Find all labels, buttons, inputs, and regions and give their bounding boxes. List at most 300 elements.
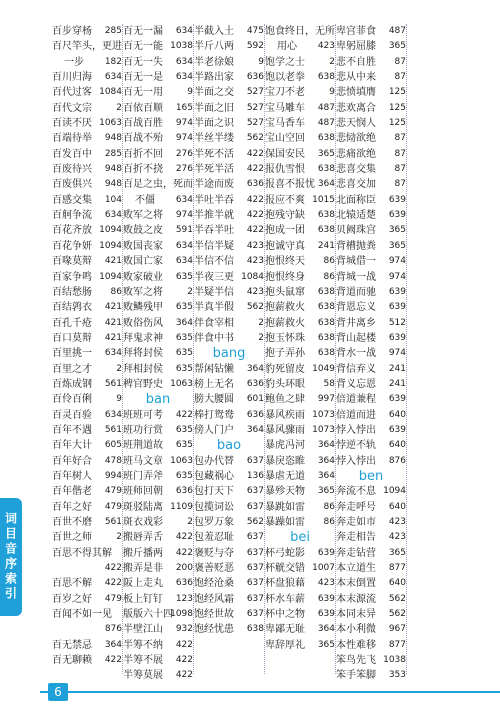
index-entry[interactable] <box>265 270 335 285</box>
index-entry[interactable] <box>52 438 122 453</box>
index-entry[interactable] <box>194 484 264 499</box>
index-entry[interactable] <box>194 362 264 377</box>
index-entry[interactable] <box>123 638 193 653</box>
index-entry[interactable] <box>336 208 406 223</box>
index-entry[interactable] <box>123 101 193 116</box>
index-entry[interactable] <box>265 316 335 331</box>
index-entry[interactable] <box>123 300 193 315</box>
pinyin-section-header: ban <box>145 392 171 408</box>
entry-page-number: 2 <box>329 56 335 67</box>
entry-page-number: 634 <box>175 240 193 251</box>
index-entry[interactable] <box>123 254 193 269</box>
index-entry[interactable] <box>123 438 193 453</box>
entry-page-number: 877 <box>388 639 406 650</box>
index-entry[interactable] <box>336 423 406 438</box>
index-entry[interactable] <box>265 147 335 162</box>
entry-page-number: 635 <box>175 332 193 343</box>
index-entry[interactable] <box>194 270 264 285</box>
index-entry[interactable] <box>265 239 335 254</box>
index-entry[interactable] <box>265 362 335 377</box>
entry-term: 卑宫菲食 <box>336 26 376 37</box>
index-entry[interactable] <box>336 193 406 208</box>
index-entry[interactable] <box>123 607 193 622</box>
entry-page-number: 125 <box>388 118 406 129</box>
index-entry[interactable] <box>194 24 264 39</box>
entry-page-number: 637 <box>246 609 264 620</box>
entry-term: 饱经世故 <box>194 609 234 621</box>
index-entry[interactable] <box>194 500 264 515</box>
index-entry[interactable] <box>336 592 406 607</box>
index-entry[interactable] <box>265 576 335 591</box>
entry-page-number: 421 <box>104 317 122 328</box>
index-entry[interactable] <box>336 484 406 499</box>
entry-term: 背恩忘义 <box>336 302 376 314</box>
index-entry[interactable] <box>265 423 335 438</box>
index-entry[interactable] <box>336 223 406 238</box>
index-entry[interactable] <box>336 147 406 162</box>
index-entry[interactable] <box>52 316 122 331</box>
index-entry[interactable] <box>265 131 335 146</box>
index-entry[interactable] <box>194 423 264 438</box>
index-entry[interactable] <box>123 285 193 300</box>
entry-page-number: 974 <box>175 133 193 144</box>
entry-term: 百喙莫辩 <box>52 256 92 268</box>
entry-page-number: 1063 <box>170 455 193 466</box>
entry-page-number: 605 <box>104 440 122 451</box>
index-entry[interactable] <box>52 55 122 70</box>
entry-term: 半斤八两 <box>194 41 234 53</box>
index-entry[interactable] <box>336 316 406 331</box>
index-entry[interactable] <box>52 454 122 469</box>
index-entry[interactable] <box>52 101 122 116</box>
entry-page-number: 1094 <box>99 271 122 282</box>
index-entry[interactable] <box>52 530 122 545</box>
index-entry[interactable] <box>52 653 122 668</box>
index-entry[interactable] <box>194 546 264 561</box>
entry-term: 百折不挠 <box>123 164 163 176</box>
entry-term: 半面之交 <box>194 87 234 99</box>
index-entry[interactable] <box>194 300 264 315</box>
index-entry[interactable] <box>265 484 335 499</box>
index-entry[interactable] <box>52 24 122 39</box>
entry-page-number: 1084 <box>99 87 122 98</box>
index-entry[interactable] <box>194 116 264 131</box>
index-entry[interactable] <box>123 592 193 607</box>
entry-term: 宝山空回 <box>265 133 305 145</box>
index-entry[interactable] <box>265 162 335 177</box>
index-entry[interactable] <box>52 423 122 438</box>
index-entry[interactable] <box>336 285 406 300</box>
entry-term: 背城一战 <box>336 271 376 283</box>
index-entry[interactable] <box>123 270 193 285</box>
index-entry[interactable] <box>123 423 193 438</box>
index-entry[interactable] <box>336 668 406 683</box>
index-entry[interactable] <box>123 131 193 146</box>
index-entry[interactable] <box>123 147 193 162</box>
index-entry[interactable] <box>336 116 406 131</box>
index-entry[interactable] <box>194 285 264 300</box>
index-entry[interactable] <box>265 392 335 407</box>
index-entry[interactable] <box>265 223 335 238</box>
index-entry[interactable] <box>265 346 335 361</box>
index-entry[interactable] <box>123 239 193 254</box>
index-entry[interactable] <box>123 55 193 70</box>
entry-page-number: 635 <box>175 440 193 451</box>
index-entry[interactable] <box>336 546 406 561</box>
index-entry[interactable] <box>194 223 264 238</box>
index-entry[interactable] <box>194 193 264 208</box>
index-entry[interactable] <box>194 85 264 100</box>
entry-page-number: 364 <box>317 179 335 190</box>
index-entry[interactable] <box>52 131 122 146</box>
entry-term: 奔走呼号 <box>336 501 376 513</box>
entry-term: 卑鄙无耻 <box>265 624 305 636</box>
index-entry[interactable] <box>194 392 264 407</box>
index-entry[interactable] <box>123 454 193 469</box>
index-entry[interactable] <box>265 39 335 54</box>
entry-page-number: 365 <box>388 547 406 558</box>
index-entry[interactable] <box>336 500 406 515</box>
entry-page-number: 9 <box>116 394 122 405</box>
index-entry[interactable] <box>265 254 335 269</box>
entry-term: 不僵 <box>135 194 155 206</box>
index-entry[interactable] <box>52 546 122 561</box>
index-entry[interactable] <box>336 55 406 70</box>
entry-term: 半真半假 <box>194 302 234 314</box>
entry-term: 悲从中来 <box>336 72 376 84</box>
index-entry[interactable] <box>123 546 193 561</box>
index-entry[interactable] <box>52 377 122 392</box>
entry-page-number: 2 <box>116 532 122 543</box>
index-entry[interactable] <box>123 316 193 331</box>
index-entry[interactable] <box>123 515 193 530</box>
index-entry[interactable] <box>123 177 193 192</box>
index-entry[interactable] <box>265 116 335 131</box>
entry-page-number: 364 <box>104 639 122 650</box>
index-entry[interactable] <box>336 607 406 622</box>
index-entry[interactable] <box>52 177 122 192</box>
index-entry[interactable] <box>265 377 335 392</box>
entry-page-number: 87 <box>394 72 406 83</box>
index-entry[interactable] <box>194 576 264 591</box>
index-entry[interactable] <box>52 39 122 54</box>
entry-page-number: 423 <box>388 517 406 527</box>
index-entry[interactable] <box>123 484 193 499</box>
index-entry[interactable] <box>123 70 193 85</box>
entry-term: 百年不遇 <box>52 424 92 436</box>
index-entry[interactable] <box>52 607 122 622</box>
entry-page-number: 974 <box>388 256 406 267</box>
index-entry[interactable] <box>123 377 193 392</box>
entry-term: 抱玉怀珠 <box>265 332 305 344</box>
index-entry[interactable] <box>265 101 335 116</box>
index-entry[interactable] <box>123 346 193 361</box>
entry-term: 百年之好 <box>52 501 92 513</box>
entry-term: 包打天下 <box>194 486 234 498</box>
entry-term: 败国亡家 <box>123 256 163 268</box>
entry-page-number: 423 <box>246 286 264 297</box>
index-entry[interactable] <box>52 147 122 162</box>
entry-page-number: 635 <box>175 348 193 359</box>
entry-term: 杯觥交错 <box>265 563 305 575</box>
entry-page-number: 241 <box>388 363 406 374</box>
index-entry[interactable] <box>52 561 122 576</box>
index-entry[interactable] <box>265 55 335 70</box>
index-entry[interactable] <box>52 116 122 131</box>
index-entry[interactable] <box>194 162 264 177</box>
index-entry[interactable] <box>336 576 406 591</box>
index-entry[interactable] <box>123 85 193 100</box>
index-entry[interactable] <box>336 162 406 177</box>
entry-term: 悲愤填膺 <box>336 87 376 99</box>
index-entry[interactable] <box>52 208 122 223</box>
index-entry[interactable] <box>52 622 122 637</box>
index-entry[interactable] <box>123 193 193 208</box>
entry-term: 悲天悯人 <box>336 118 376 130</box>
entry-page-number: 2 <box>187 286 193 297</box>
index-entry[interactable] <box>194 622 264 637</box>
index-entry[interactable] <box>194 55 264 70</box>
entry-page-number: 637 <box>246 547 264 558</box>
entry-term: 褒贬与夺 <box>194 547 234 559</box>
index-entry[interactable] <box>123 668 193 683</box>
entry-term: 报应不爽 <box>265 194 305 206</box>
entry-page-number: 638 <box>317 72 335 83</box>
index-entry[interactable] <box>52 484 122 499</box>
index-entry[interactable] <box>194 254 264 269</box>
index-entry[interactable] <box>336 438 406 453</box>
index-entry[interactable] <box>52 408 122 423</box>
entry-term: 卑躬屈膝 <box>336 41 376 53</box>
index-entry[interactable] <box>265 300 335 315</box>
index-entry[interactable] <box>194 515 264 530</box>
index-entry[interactable] <box>123 162 193 177</box>
entry-page-number: 639 <box>317 609 335 620</box>
entry-page-number: 876 <box>104 624 122 635</box>
index-entry[interactable] <box>123 469 193 484</box>
index-entry[interactable] <box>336 454 406 469</box>
index-entry[interactable] <box>194 147 264 162</box>
index-entry[interactable] <box>52 70 122 85</box>
index-entry[interactable] <box>265 331 335 346</box>
entry-term: 百代过客 <box>52 87 92 99</box>
entry-term: 饱学之士 <box>265 56 305 68</box>
index-entry[interactable] <box>123 653 193 668</box>
index-entry[interactable] <box>123 408 193 423</box>
entry-term: 悲欢离合 <box>336 102 376 114</box>
entry-page-number: 997 <box>317 394 335 405</box>
index-entry[interactable] <box>123 24 193 39</box>
entry-term: 百里挑一 <box>52 348 92 360</box>
entry-term: 半信不信 <box>194 256 234 268</box>
index-entry[interactable] <box>52 576 122 591</box>
index-entry[interactable] <box>265 638 335 653</box>
index-entry[interactable] <box>194 177 264 192</box>
index-entry[interactable] <box>52 392 122 407</box>
index-entry[interactable] <box>194 561 264 576</box>
entry-term: 百灵百验 <box>52 409 92 421</box>
index-entry[interactable] <box>265 454 335 469</box>
entry-term: 北面称臣 <box>336 194 376 206</box>
index-entry[interactable] <box>123 362 193 377</box>
index-column <box>336 24 406 682</box>
index-entry[interactable] <box>265 193 335 208</box>
entry-page-number: 639 <box>388 302 406 313</box>
index-entry[interactable] <box>336 177 406 192</box>
index-entry[interactable] <box>52 285 122 300</box>
index-entry[interactable] <box>265 70 335 85</box>
index-entry[interactable] <box>194 316 264 331</box>
index-entry[interactable] <box>336 362 406 377</box>
index-entry[interactable] <box>265 622 335 637</box>
index-entry[interactable] <box>194 454 264 469</box>
index-entry[interactable] <box>336 24 406 39</box>
index-entry[interactable] <box>52 270 122 285</box>
index-entry[interactable] <box>336 239 406 254</box>
index-entry[interactable] <box>336 561 406 576</box>
index-entry[interactable] <box>194 377 264 392</box>
index-entry[interactable] <box>194 208 264 223</box>
entry-page-number: 1098 <box>170 609 193 620</box>
index-entry[interactable] <box>336 392 406 407</box>
entry-page-number: 9 <box>329 87 335 98</box>
index-entry[interactable] <box>123 331 193 346</box>
index-entry[interactable] <box>194 131 264 146</box>
section-side-tab[interactable]: 词目音序索引 <box>0 498 22 616</box>
index-entry[interactable] <box>336 331 406 346</box>
entry-term: 半路出家 <box>194 72 234 84</box>
entry-term: 百世不磨 <box>52 517 92 528</box>
index-entry[interactable] <box>52 254 122 269</box>
entry-term: 百战不殆 <box>123 133 163 145</box>
index-entry[interactable] <box>336 638 406 653</box>
index-entry[interactable] <box>194 70 264 85</box>
index-entry[interactable] <box>336 515 406 530</box>
entry-page-number: 421 <box>104 256 122 267</box>
index-entry[interactable] <box>265 592 335 607</box>
index-entry[interactable] <box>52 592 122 607</box>
index-entry[interactable] <box>194 592 264 607</box>
index-entry[interactable] <box>336 39 406 54</box>
index-entry[interactable] <box>194 239 264 254</box>
index-entry[interactable] <box>123 622 193 637</box>
index-entry[interactable] <box>52 346 122 361</box>
index-entry[interactable] <box>52 515 122 530</box>
entry-page-number: 634 <box>175 194 193 205</box>
index-entry[interactable] <box>194 331 264 346</box>
index-entry[interactable] <box>336 530 406 545</box>
index-entry[interactable] <box>336 300 406 315</box>
index-entry[interactable] <box>265 85 335 100</box>
index-entry[interactable] <box>52 239 122 254</box>
index-entry[interactable] <box>265 469 335 484</box>
index-entry[interactable] <box>123 530 193 545</box>
index-entry[interactable] <box>265 561 335 576</box>
entry-page-number: 285 <box>104 26 122 36</box>
index-entry[interactable] <box>123 223 193 238</box>
entry-page-number: 423 <box>246 256 264 267</box>
index-entry[interactable] <box>336 270 406 285</box>
entry-term: 半截入土 <box>194 26 234 37</box>
entry-page-number: 640 <box>388 501 406 512</box>
index-entry[interactable] <box>52 193 122 208</box>
entry-term: 暴躁如雷 <box>265 517 305 528</box>
index-entry[interactable] <box>52 223 122 238</box>
index-entry[interactable] <box>123 561 193 576</box>
index-entry[interactable] <box>123 576 193 591</box>
index-entry[interactable] <box>336 408 406 423</box>
index-entry[interactable] <box>336 70 406 85</box>
entry-page-number: 635 <box>175 271 193 282</box>
index-entry[interactable] <box>265 177 335 192</box>
index-entry[interactable] <box>194 101 264 116</box>
index-entry[interactable] <box>265 408 335 423</box>
index-entry[interactable] <box>123 39 193 54</box>
index-entry[interactable] <box>336 377 406 392</box>
index-entry[interactable] <box>52 331 122 346</box>
entry-page-number: 967 <box>388 624 406 635</box>
index-entry[interactable] <box>52 469 122 484</box>
index-entry[interactable] <box>52 638 122 653</box>
index-entry[interactable] <box>194 607 264 622</box>
index-entry[interactable] <box>265 438 335 453</box>
index-entry[interactable] <box>52 500 122 515</box>
entry-page-number: 638 <box>317 286 335 297</box>
index-entry[interactable] <box>336 622 406 637</box>
entry-page-number: 637 <box>246 455 264 466</box>
index-entry[interactable] <box>336 346 406 361</box>
entry-term: 抱薪救火 <box>265 302 305 314</box>
entry-page-number: 637 <box>246 501 264 512</box>
index-entry[interactable] <box>52 362 122 377</box>
entry-page-number: 932 <box>175 624 193 635</box>
index-entry[interactable] <box>265 208 335 223</box>
index-entry[interactable] <box>123 116 193 131</box>
index-entry[interactable] <box>265 607 335 622</box>
entry-term: 百岁之好 <box>52 593 92 605</box>
index-entry[interactable] <box>194 530 264 545</box>
entry-page-number: 2 <box>187 517 193 527</box>
index-entry[interactable] <box>52 162 122 177</box>
entry-term: 悲不自胜 <box>336 56 376 68</box>
index-entry[interactable] <box>123 500 193 515</box>
entry-page-number: 634 <box>104 210 122 221</box>
entry-term: 百发百中 <box>52 148 92 160</box>
index-entry[interactable] <box>265 546 335 561</box>
index-entry[interactable] <box>336 101 406 116</box>
entry-page-number: 639 <box>388 424 406 435</box>
index-entry[interactable] <box>265 24 335 39</box>
index-entry[interactable] <box>194 39 264 54</box>
index-entry[interactable] <box>52 85 122 100</box>
index-entry[interactable] <box>336 254 406 269</box>
entry-page-number: 422 <box>175 639 193 650</box>
entry-page-number: 562 <box>246 517 264 527</box>
index-entry[interactable] <box>336 131 406 146</box>
index-entry[interactable] <box>265 285 335 300</box>
index-entry[interactable] <box>265 500 335 515</box>
index-entry[interactable] <box>336 653 406 668</box>
index-entry[interactable] <box>52 300 122 315</box>
entry-term: 百端待举 <box>52 133 92 145</box>
index-entry[interactable] <box>194 469 264 484</box>
index-entry[interactable] <box>265 515 335 530</box>
index-entry[interactable] <box>194 408 264 423</box>
entry-term: 伴食宰相 <box>194 317 234 329</box>
index-entry[interactable] <box>123 208 193 223</box>
index-entry[interactable] <box>336 85 406 100</box>
entry-term: 搬唇弄舌 <box>123 532 163 544</box>
